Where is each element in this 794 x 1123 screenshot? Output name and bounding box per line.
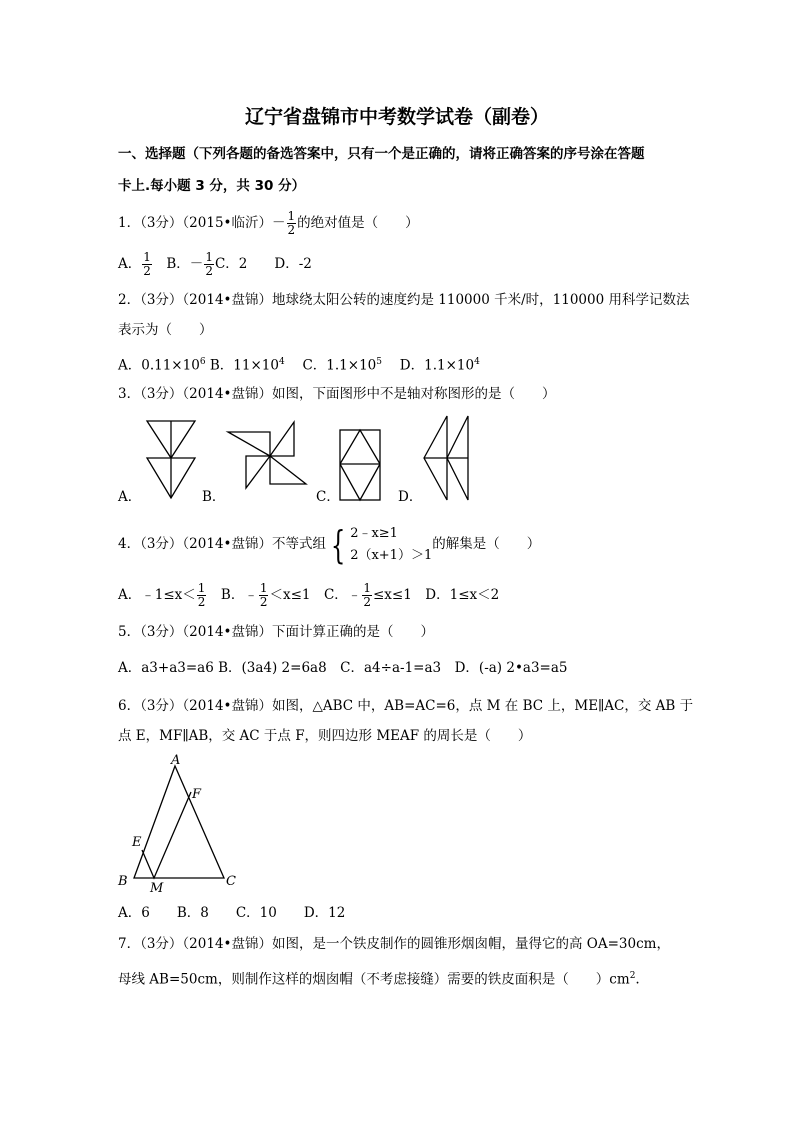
q3-b-blade-3 (246, 456, 270, 488)
q3-figure-d (422, 414, 472, 504)
q3-figure-c (338, 428, 384, 502)
q4-c-fraction (362, 582, 372, 609)
q1-b-den: 2 (205, 264, 213, 278)
q2-option-a: A．0.11×10 (118, 357, 200, 374)
q3-c-lower-vee (340, 464, 380, 500)
q3-label-c: C． (316, 489, 340, 505)
q2-line2: 表示为（ ） (118, 322, 213, 338)
q7-line2-wrapper (118, 966, 640, 990)
q2-option-d: D．1.1×10 (399, 357, 475, 374)
q6-options: A．6 B．8 C．10 D．12 (118, 905, 346, 921)
q1-frac-den: 2 (287, 223, 296, 237)
q6-label-f: F (192, 787, 202, 802)
q4-prefix: 4．（3分）（2014•盘锦）不等式组 (118, 536, 326, 552)
q2-line1: 2．（3分）（2014•盘锦）地球绕太阳公转的速度约是 110000 千米/时，110000 用科学记数法 (118, 292, 690, 308)
q2-option-b: B．11×10 (209, 357, 279, 374)
q3-figure-b (226, 418, 310, 488)
q7-line2-end: . (635, 971, 640, 988)
q1-suffix: 的绝对值是（ ） (297, 215, 419, 231)
q4-b-fraction (259, 582, 269, 609)
q4-a-num: 1 (197, 581, 206, 595)
q4-b-den: 2 (259, 595, 268, 609)
q2-option-c-exp: 5 (376, 357, 382, 367)
q1-option-a-fraction (142, 251, 152, 278)
q4-option-a: A．﹣1≤x＜ (118, 587, 196, 603)
q1-option-b-fraction (204, 251, 214, 278)
q3-text: 3．（3分）（2014•盘锦）如图，下面图形中不是轴对称图形的是（ ） (118, 386, 556, 402)
q3-c-rectangle (340, 430, 380, 500)
q4-brace: { (330, 522, 346, 567)
q4-c-num: 1 (363, 581, 371, 595)
question-4 (118, 522, 540, 567)
q3-label-b: B． (202, 489, 226, 505)
q1-option-a-label: A． (118, 256, 142, 272)
q1-prefix: 1．（3分）（2015•临沂）－ (118, 215, 286, 231)
q1-a-num: 1 (143, 250, 151, 264)
q3-c-upper-vee (340, 430, 380, 464)
q2-option-d-exp: 4 (474, 357, 480, 367)
q4-option-b-post: ＜x≤1 C．﹣ (269, 587, 362, 603)
q6-label-m: M (150, 881, 164, 896)
q4-inequality-1: 2﹣x≥1 (350, 525, 398, 541)
q6-line2: 点 E，MF∥AB，交 AC 于点 F，则四边形 MEAF 的周长是（ ） (118, 728, 532, 744)
q4-inequality-2: 2（x+1）＞1 (350, 547, 433, 563)
q1-fraction (287, 210, 297, 237)
q3-label-d: D． (398, 489, 423, 505)
q7-line1: 7．（3分）（2014•盘锦）如图，是一个铁皮制作的圆锥形烟囱帽，量得它的高 OA=30cm， (118, 936, 670, 952)
q1-option-b-label: B．－ (152, 256, 204, 272)
q2-option-a-exp: 6 (199, 357, 206, 367)
q3-b-blade-2 (270, 456, 306, 484)
q6-label-c: C (226, 874, 236, 889)
q5-options: A．a3+a3=a6 B．(3a4) 2=6a8 C．a4÷a-1=a3 D．(-a) 2•a3=a5 (118, 660, 568, 676)
q4-option-c-post: ≤x≤1 D．1≤x＜2 (372, 587, 500, 603)
q6-label-b: B (118, 874, 128, 889)
q1-options (118, 251, 312, 278)
section-heading-line1: 一、选择题（下列各题的备选答案中，只有一个是正确的，请将正确答案的序号涂在答题 (118, 146, 645, 162)
q3-b-blade-1 (270, 422, 294, 456)
q1-a-den: 2 (143, 264, 151, 278)
q4-a-fraction (197, 582, 207, 609)
q4-inequality-system (350, 523, 432, 567)
page-title: 辽宁省盘锦市中考数学试卷（副卷） (244, 106, 549, 128)
q3-b-blade-4 (228, 432, 270, 456)
q7-line2-exp: 2 (629, 971, 636, 981)
q4-options (118, 582, 499, 609)
q2-options (118, 352, 480, 376)
question-1 (118, 210, 419, 237)
section-heading-line2: 卡上.每小题 3 分，共 30 分） (118, 178, 306, 194)
q6-label-e: E (132, 835, 142, 850)
q5-text: 5．（3分）（2014•盘锦）下面计算正确的是（ ） (118, 624, 434, 640)
q6-line1: 6．（3分）（2014•盘锦）如图，△ABC 中，AB=AC=6，点 M 在 BC 上，ME∥AC，交 AB 于 (118, 698, 694, 714)
q1-b-num: 1 (205, 250, 213, 264)
q2-option-b-exp: 4 (278, 357, 285, 367)
q6-triangle-figure (114, 752, 244, 894)
q6-label-a: A (171, 753, 181, 768)
q2-option-c: C．1.1×10 (302, 357, 377, 374)
q7-line2: 母线 AB=50cm，则制作这样的烟囱帽（不考虑接缝）需要的铁皮面积是（ ）cm (118, 971, 630, 988)
q4-b-num: 1 (259, 581, 268, 595)
q4-option-b: B．﹣ (207, 587, 258, 603)
q4-a-den: 2 (197, 595, 206, 609)
q1-option-cd: C．2 D．-2 (214, 256, 312, 272)
q1-frac-num: 1 (287, 209, 296, 223)
q4-c-den: 2 (363, 595, 371, 609)
q4-suffix: 的解集是（ ） (432, 536, 541, 552)
q3-label-a: A． (118, 489, 142, 505)
q3-figure-a (145, 418, 200, 500)
